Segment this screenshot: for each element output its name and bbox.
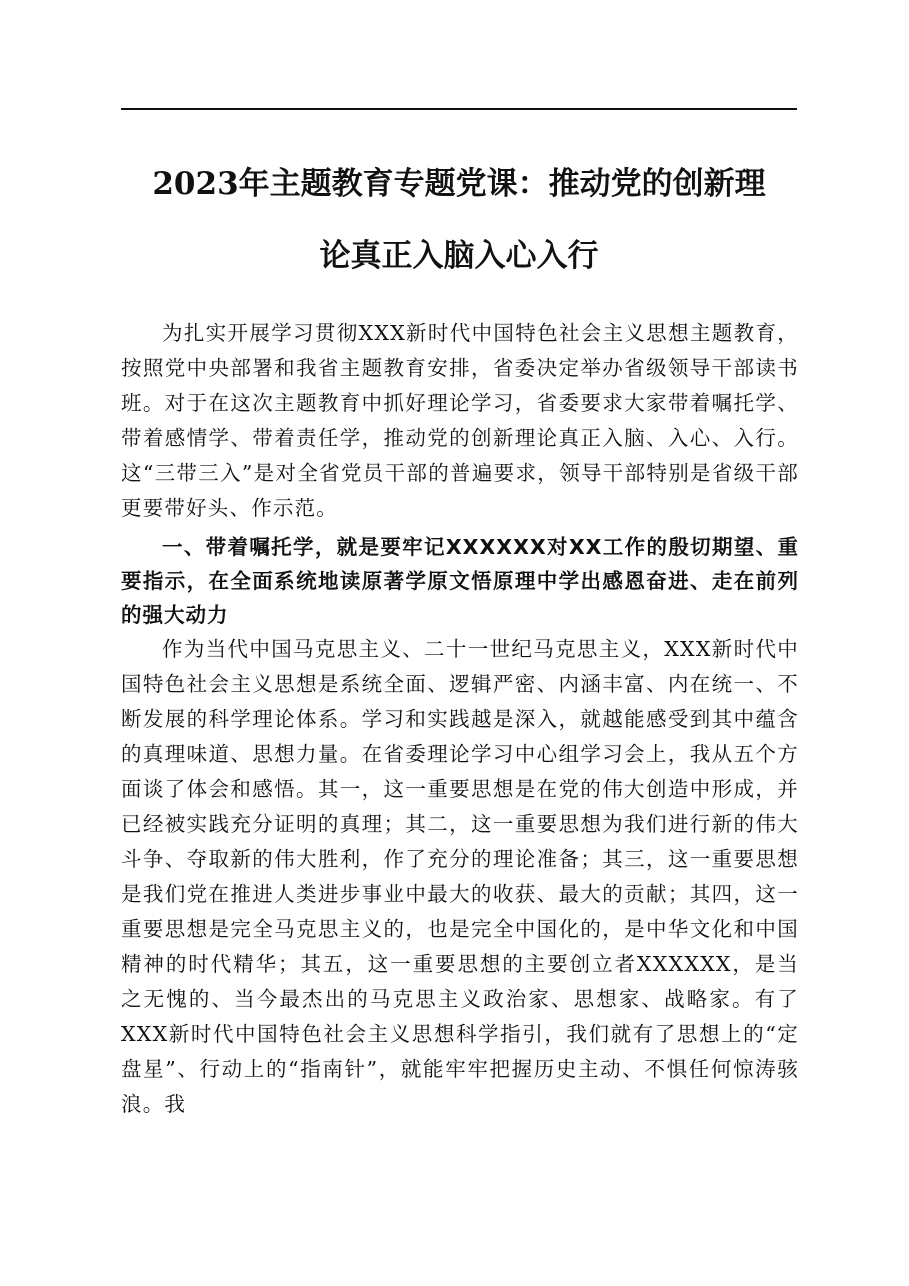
body-paragraph: 作为当代中国马克思主义、二十一世纪马克思主义，XXX新时代中国特色社会主义思想是系统全面、逻辑严密、内涵丰富、内在统一、不断发展的科学理论体系。学习和实践越是深入，就越能感受到其中蕴含的真理味道、思想力量。在省委理论学习中心组学习会上，我从五个方面谈了体会和感悟。其一，这一重要思想是在党的伟大创造中形成，并已经被实践充分证明的真理；其二，这一重要思想为我们进行新的伟大斗争、夺取新的伟大胜利，作了充分的理论准备；其三，这一重要思想是我们党在推进人类进步事业中最大的收获、最大的贡献；其四，这一重要思想是完全马克思主义的，也是完全中国化的，是中华文化和中国精神的时代精华；其五，这一重要思想的主要创立者XXXXXX，是当之无愧的、当今最杰出的马克思主义政治家、思想家、战略家。有了XXX新时代中国特色社会主义思想科学指引，我们就有了思想上的“定盘星”、行动上的“指南针”，就能牢牢把握历史主动、不惧任何惊涛骇浪。我 — [121, 637, 799, 1116]
title-line-2: 论真正入脑入心入行 — [319, 238, 599, 274]
document-body — [121, 316, 799, 1122]
header-rule — [121, 108, 797, 110]
document-title — [121, 148, 797, 292]
section-heading-1: 一、带着嘱托学，就是要牢记XXXXXX对XX工作的殷切期望、重要指示，在全面系统地读原著学原文悟原理中学出感恩奋进、走在前列的强大动力 — [121, 535, 799, 627]
title-line-1: 2023年主题教育专题党课：推动党的创新理 — [152, 166, 766, 202]
intro-paragraph: 为扎实开展学习贯彻XXX新时代中国特色社会主义思想主题教育，按照党中央部署和我省主题教育安排，省委决定举办省级领导干部读书班。对于在这次主题教育中抓好理论学习，省委要求大家带着嘱托学、带着感情学、带着责任学，推动党的创新理论真正入脑、入心、入行。这“三带三入”是对全省党员干部的普遍要求，领导干部特别是省级干部更要带好头、作示范。 — [121, 321, 799, 520]
